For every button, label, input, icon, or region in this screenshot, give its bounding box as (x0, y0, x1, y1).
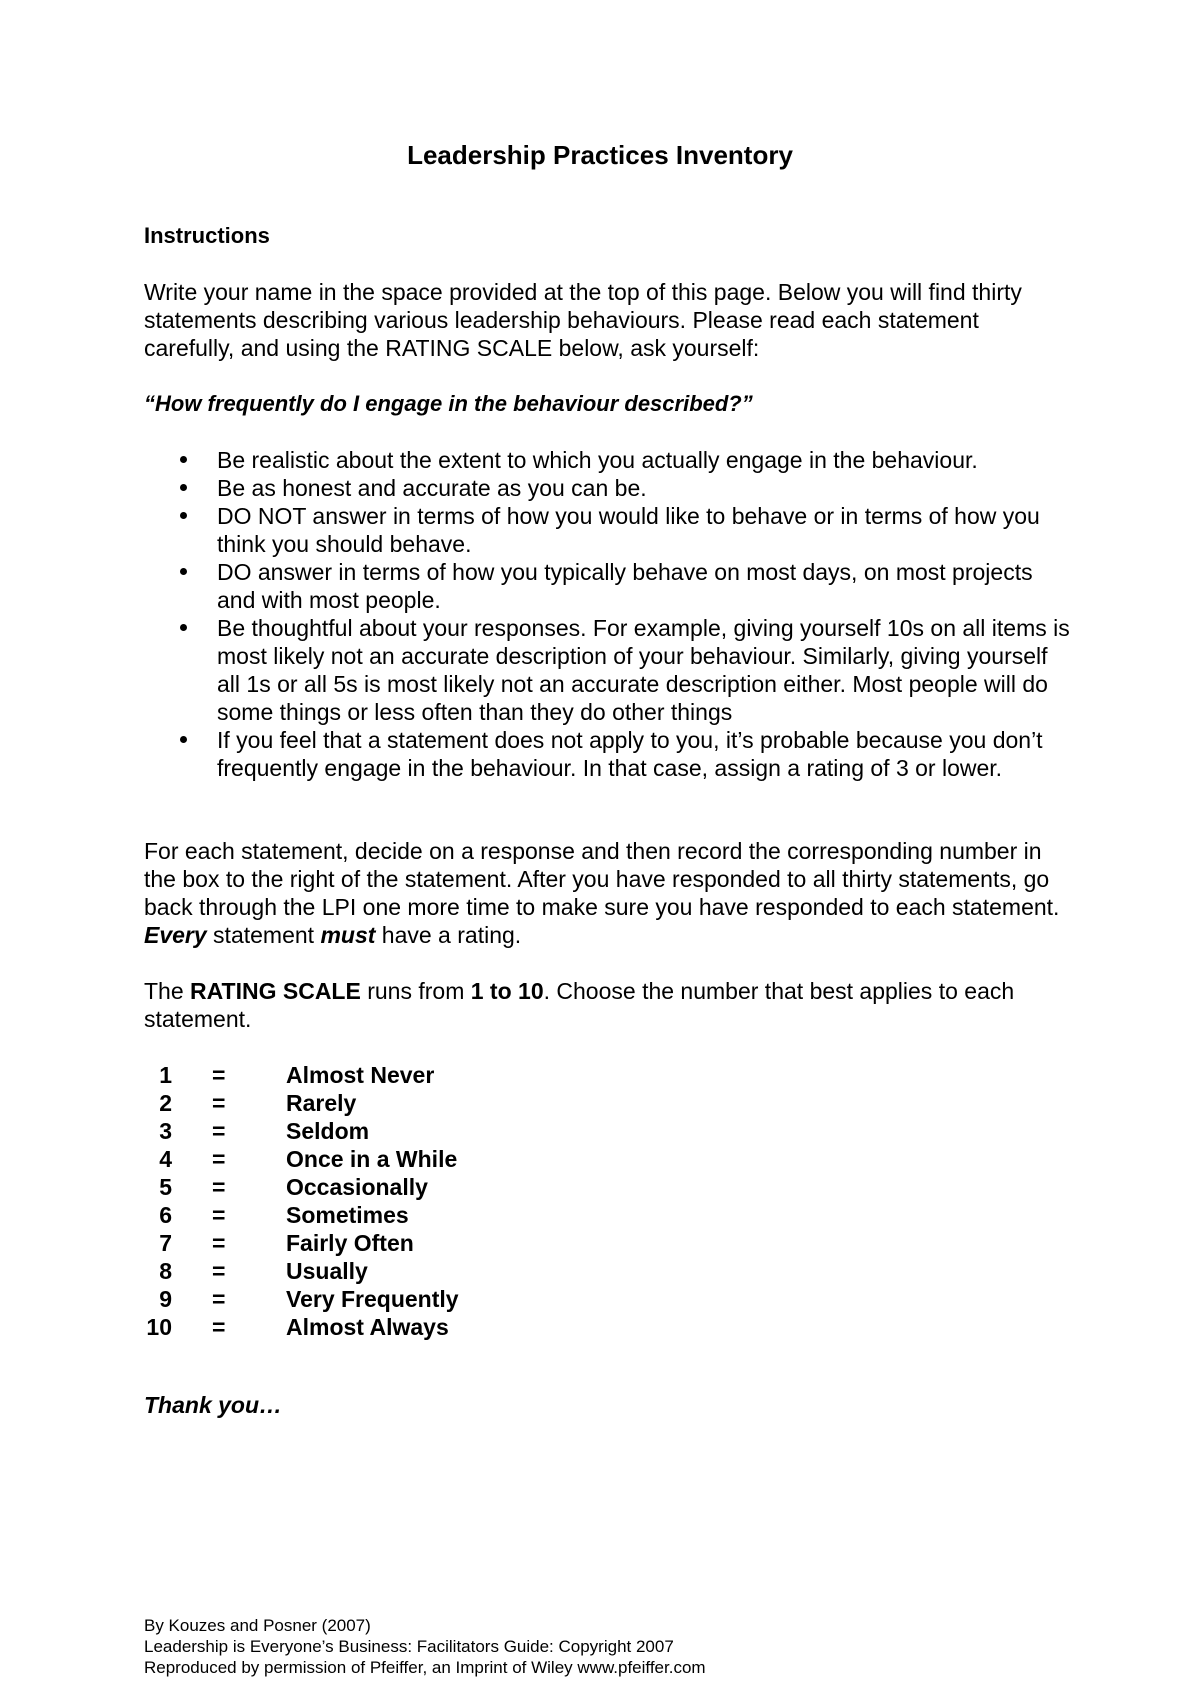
scale-number: 3 (159, 1118, 172, 1144)
guideline-item: Be as honest and accurate as you can be. (144, 474, 1074, 502)
response-text: have a rating. (375, 922, 522, 948)
footer-line: By Kouzes and Posner (2007) (144, 1616, 371, 1635)
scale-label: Fairly Often (286, 1230, 414, 1256)
scale-number: 9 (159, 1286, 172, 1312)
scale-equals: = (212, 1090, 226, 1116)
guideline-item: Be realistic about the extent to which you actually engage in the behaviour. (144, 446, 1074, 474)
scale-number: 2 (159, 1090, 172, 1116)
response-paragraph (144, 837, 1074, 949)
scale-text: . Choose the number that best applies to each statement. (144, 978, 1015, 1032)
scale-equals: = (212, 1230, 226, 1256)
scale-text: The (144, 978, 191, 1004)
scale-equals: = (212, 1286, 226, 1312)
scale-equals: = (212, 1062, 226, 1088)
scale-label: Almost Never (286, 1062, 435, 1088)
guideline-item: Be thoughtful about your responses. For example, giving yourself 10s on all items is most likely not an accurate description of your behaviour. Similarly, giving yourself all 1s or all 5s is most likely not an accurate description either. Most people will do some things or less often than they do other things (144, 614, 1074, 726)
response-text: statement (206, 922, 321, 948)
scale-row (144, 1061, 459, 1089)
scale-label: Seldom (286, 1118, 370, 1144)
scale-row (144, 1117, 459, 1145)
instructions-heading: Instructions (144, 223, 270, 248)
footer-line: Leadership is Everyone’s Business: Facilitators Guide: Copyright 2007 (144, 1637, 674, 1656)
guideline-item: If you feel that a statement does not apply to you, it’s probable because you don’t frequently engage in the behaviour. In that case, assign a rating of 3 or lower. (144, 726, 1074, 782)
scale-number: 5 (159, 1174, 172, 1200)
scale-label: Occasionally (286, 1174, 428, 1200)
scale-equals: = (212, 1314, 226, 1340)
scale-row (144, 1285, 459, 1313)
scale-number: 8 (159, 1258, 172, 1284)
scale-paragraph (144, 977, 1074, 1033)
footer-line: Reproduced by permission of Pfeiffer, an Imprint of Wiley www.pfeiffer.com (144, 1658, 706, 1677)
scale-text: runs from (360, 978, 471, 1004)
scale-label: Usually (286, 1258, 368, 1284)
scale-label: Rarely (286, 1090, 357, 1116)
guiding-question: “How frequently do I engage in the behaviour described?” (144, 391, 753, 416)
thank-you-note: Thank you… (144, 1392, 283, 1418)
rating-scale-emphasis: RATING SCALE (190, 978, 361, 1004)
scale-row (144, 1089, 459, 1117)
guideline-list (144, 446, 1074, 782)
scale-row (144, 1229, 459, 1257)
scale-row (144, 1257, 459, 1285)
must-emphasis: must (320, 922, 376, 948)
scale-equals: = (212, 1146, 226, 1172)
scale-equals: = (212, 1258, 226, 1284)
rating-scale-table (144, 1061, 459, 1341)
scale-label: Very Frequently (286, 1286, 459, 1312)
scale-number: 7 (159, 1230, 172, 1256)
every-emphasis: Every (144, 922, 207, 948)
guideline-item: DO NOT answer in terms of how you would like to behave or in terms of how you think you should behave. (144, 502, 1074, 558)
response-text: For each statement, decide on a response and then record the corresponding number in the box to the right of the statement. After you have responded to all thirty statements, go back through the LPI one more time to make sure you have responded to each statement. (144, 838, 1060, 920)
guideline-item: DO answer in terms of how you typically behave on most days, on most projects and with most people. (144, 558, 1074, 614)
scale-equals: = (212, 1202, 226, 1228)
scale-label: Once in a While (286, 1146, 458, 1172)
intro-paragraph: Write your name in the space provided at the top of this page. Below you will find thirty statements describing various leadership behaviours. Please read each statement carefully, and using the RATING SCALE below, ask yourself: (144, 279, 1022, 361)
page-title: Leadership Practices Inventory (407, 140, 793, 170)
range-emphasis: 1 to 10 (470, 978, 544, 1004)
scale-row (144, 1313, 459, 1341)
scale-row (144, 1201, 459, 1229)
scale-label: Sometimes (286, 1202, 409, 1228)
scale-label: Almost Always (286, 1314, 449, 1340)
scale-row (144, 1173, 459, 1201)
scale-number: 4 (159, 1146, 172, 1172)
scale-number: 1 (159, 1062, 172, 1088)
scale-equals: = (212, 1118, 226, 1144)
scale-number: 6 (159, 1202, 172, 1228)
scale-equals: = (212, 1174, 226, 1200)
footer (144, 1615, 706, 1678)
scale-row (144, 1145, 459, 1173)
scale-number: 10 (146, 1314, 172, 1340)
